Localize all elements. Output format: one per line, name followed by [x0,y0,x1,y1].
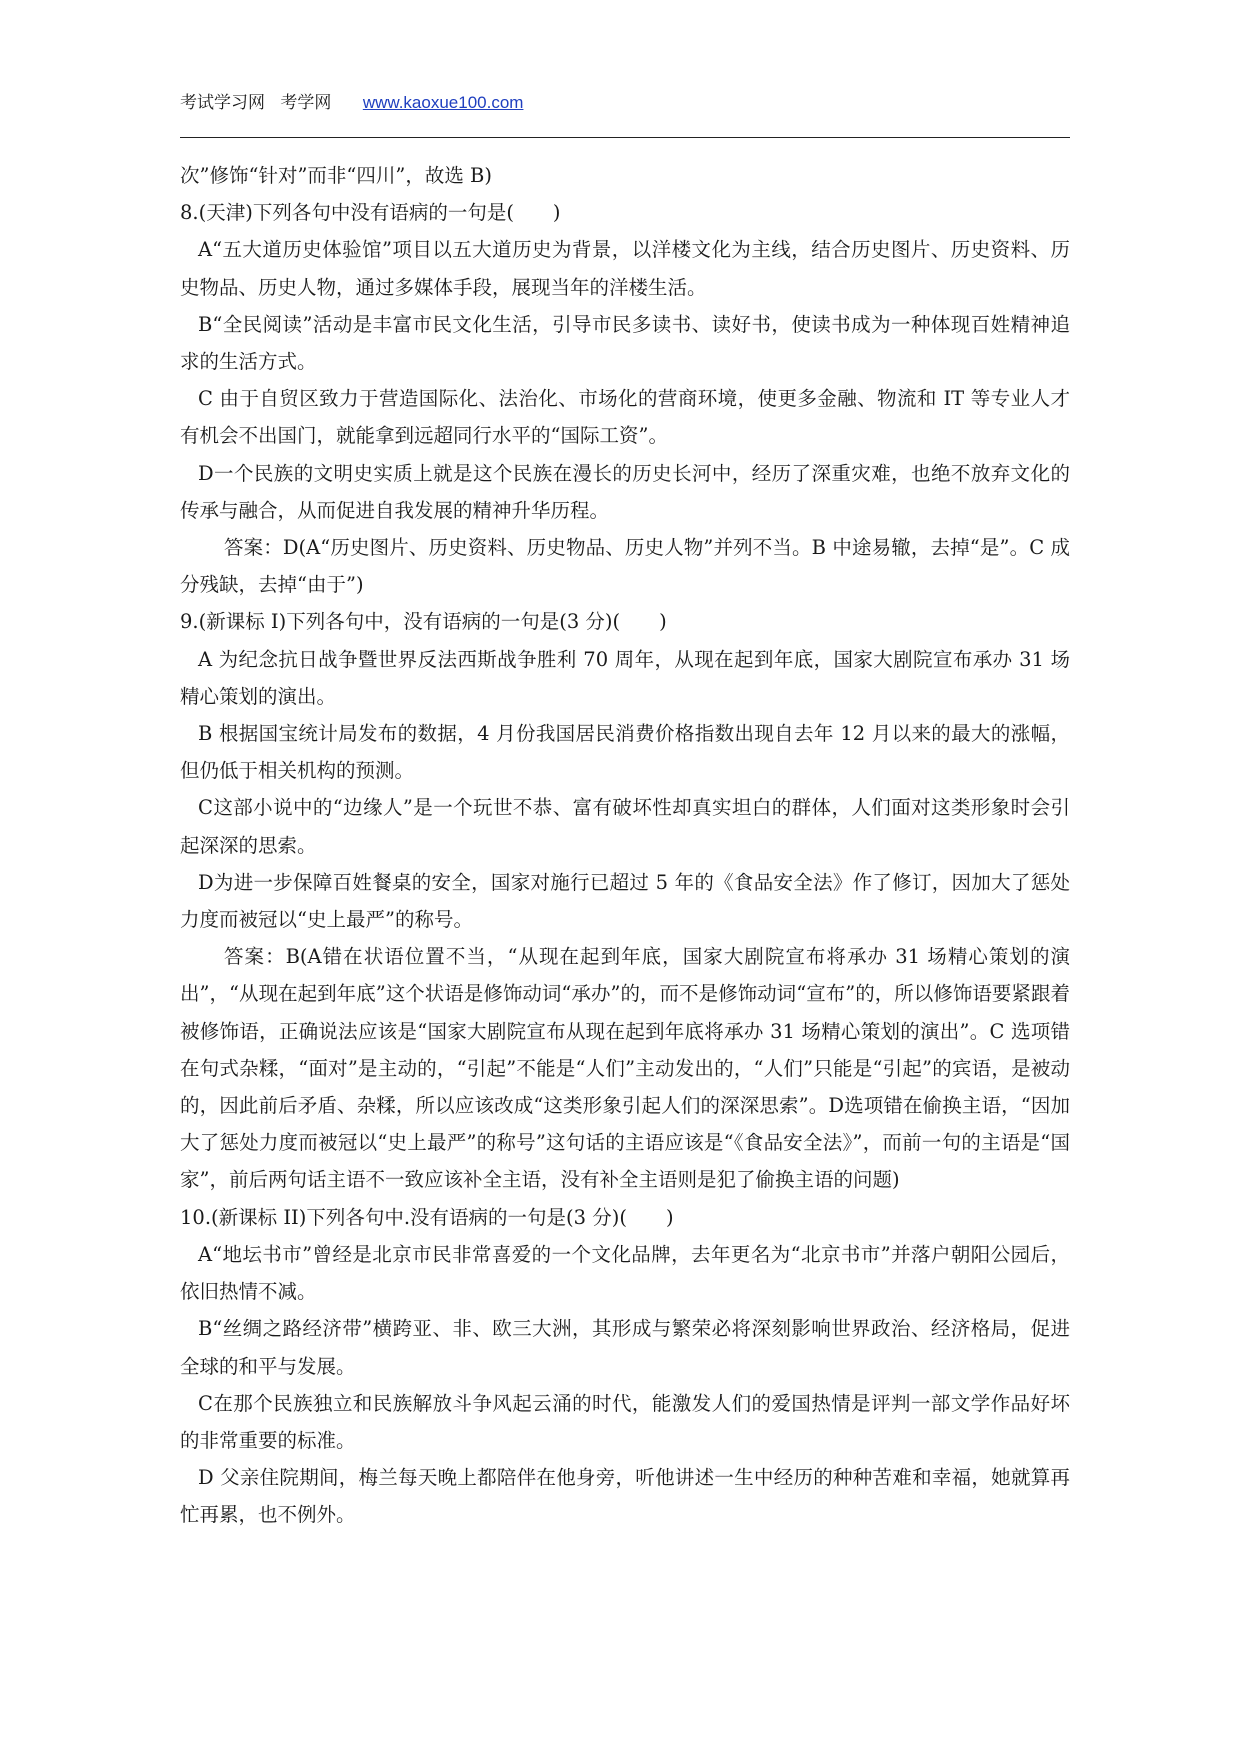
question-8-option-d: D一个民族的文明史实质上就是这个民族在漫长的历史长河中，经历了深重灾难，也绝不放弃文化的传承与融合，从而促进自我发展的精神升华历程。 [180,461,1070,522]
question-9: 9.(新课标 I)下列各句中，没有语病的一句是(3 分)( ) [180,610,667,634]
question-9-answer: 答案：B(A错在状语位置不当，“从现在起到年底，国家大剧院宣布将承办 31 场精心策划的演出”，“从现在起到年底”这个状语是修饰动词“承办”的，而不是修饰动词“宣布”的，所以修饰语要紧跟着被修饰语，正确说法应该是“国家大剧院宣布从现在起到年底将承办 31 场精心策划的演出”。C 选项错在句式杂糅，“面对”是主动的，“引起”不能是“人们”主动发出的，“人们”只能是“引起”的宾语，是被动的，因此前后矛盾、杂糅，所以应该改成“这类形象引起人们的深深思索”。D选项错在偷换主语，“因加大了惩处力度而被冠以“史上最严”的称号”这句话的主语应该是“《食品安全法》”，而前一句的主语是“国家”，前后两句话主语不一致应该补全主语，没有补全主语则是犯了偷换主语的问题) [180,945,1070,1192]
question-8-option-b: B“全民阅读”活动是丰富市民文化生活，引导市民多读书、读好书，使读书成为一种体现百姓精神追求的生活方式。 [180,312,1070,374]
site-name: 考试学习网 [180,93,265,113]
page-header [180,90,1070,116]
site-url-link[interactable]: www.kaoxue100.com [362,93,524,112]
header-divider [180,137,1070,138]
site-name-secondary: 考学网 [280,93,332,113]
paragraph-continuation: 次”修饰“针对”而非“四川”，故选 B) [180,164,492,187]
question-8-answer: 答案：D(A“历史图片、历史资料、历史物品、历史人物”并列不当。B 中途易辙，去掉“是”。C 成分残缺，去掉“由于”) [180,536,1070,597]
document-body [180,157,1070,1534]
question-8-option-a: A“五大道历史体验馆”项目以五大道历史为背景，以洋楼文化为主线，结合历史图片、历史资料、历史物品、历史人物，通过多媒体手段，展现当年的洋楼生活。 [180,238,1070,299]
question-9-option-b: B 根据国宝统计局发布的数据，4 月份我国居民消费价格指数出现自去年 12 月以来的最大的涨幅，但仍低于相关机构的预测。 [180,722,1070,783]
question-10-option-a: A“地坛书市”曾经是北京市民非常喜爱的一个文化品牌，去年更名为“北京书市”并落户朝阳公园后，依旧热情不减。 [180,1242,1070,1304]
question-9-option-c: C这部小说中的“边缘人”是一个玩世不恭、富有破坏性却真实坦白的群体，人们面对这类形象时会引起深深的思索。 [180,796,1070,857]
question-8-option-c: C 由于自贸区致力于营造国际化、法治化、市场化的营商环境，使更多金融、物流和 IT 等专业人才有机会不出国门，就能拿到远超同行水平的“国际工资”。 [180,387,1070,448]
question-9-option-a: A 为纪念抗日战争暨世界反法西斯战争胜利 70 周年，从现在起到年底，国家大剧院宣布承办 31 场精心策划的演出。 [180,647,1070,708]
question-8: 8.(天津)下列各句中没有语病的一句是( ) [180,201,561,225]
question-9-option-d: D为进一步保障百姓餐桌的安全，国家对施行已超过 5 年的《食品安全法》作了修订，因加大了惩处力度而被冠以“史上最严”的称号。 [180,870,1070,932]
question-10: 10.(新课标 II)下列各句中.没有语病的一句是(3 分)( ) [180,1205,674,1229]
question-10-option-b: B“丝绸之路经济带”横跨亚、非、欧三大洲，其形成与繁荣必将深刻影响世界政治、经济格局，促进全球的和平与发展。 [180,1317,1070,1378]
question-10-option-c: C在那个民族独立和民族解放斗争风起云涌的时代，能激发人们的爱国热情是评判一部文学作品好坏的非常重要的标准。 [180,1391,1070,1452]
question-10-option-d: D 父亲住院期间，梅兰每天晚上都陪伴在他身旁，听他讲述一生中经历的种种苦难和幸福，她就算再忙再累，也不例外。 [180,1466,1070,1527]
